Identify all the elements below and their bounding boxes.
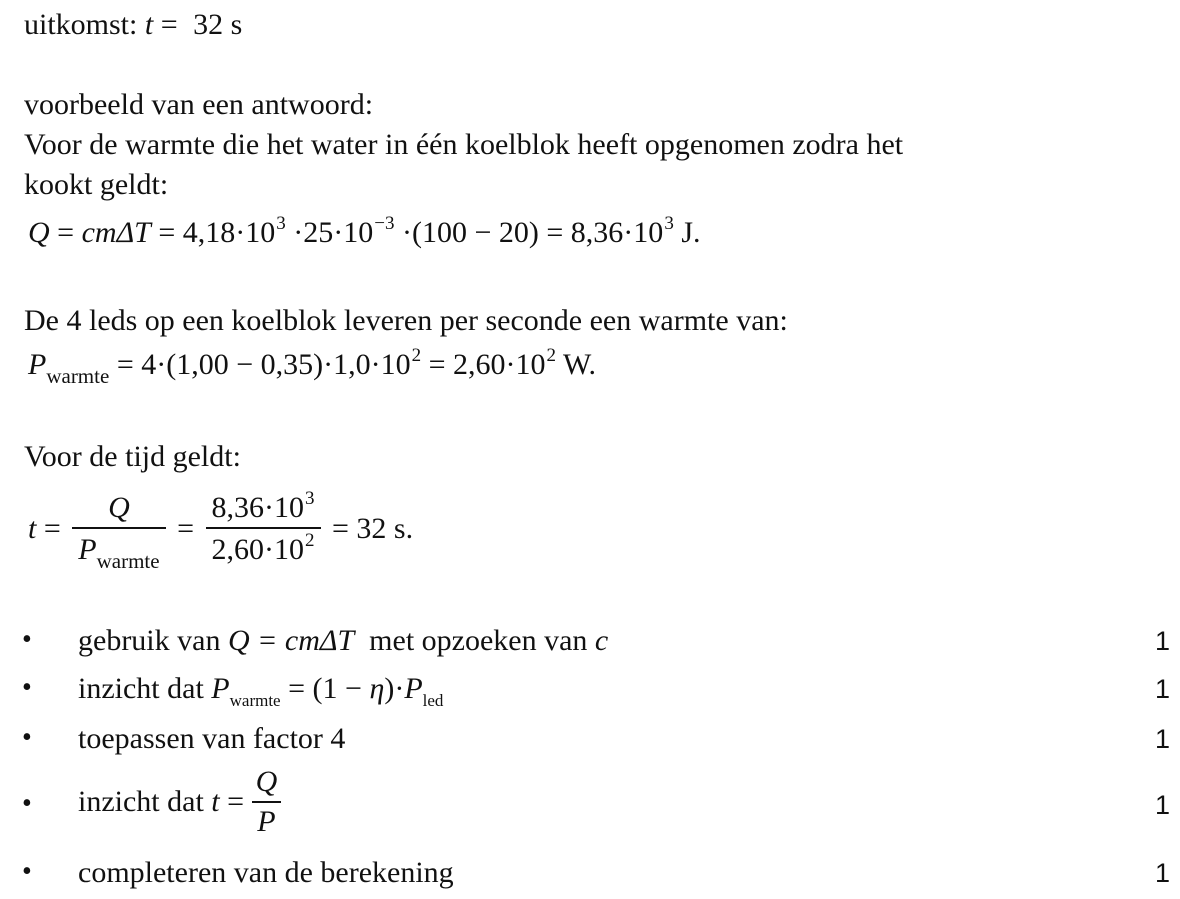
criterion-2-P: P [211, 672, 230, 705]
criterion-4-points: 1 [1154, 790, 1170, 820]
heat-formula: cmΔT [81, 216, 151, 249]
time-fraction-1 [72, 491, 165, 573]
answer-label: uitkomst: [24, 8, 138, 41]
heat-exp-1: 3 [276, 213, 286, 234]
time-frac1-numerator: Q [72, 493, 165, 529]
time-frac1-P: P [78, 533, 97, 566]
time-line: Voor de tijd geldt: [24, 440, 241, 473]
bullet-icon: • [22, 722, 32, 753]
heat-exp-3: 3 [664, 213, 674, 234]
answer-line [24, 10, 242, 40]
heat-eq1: = [49, 216, 82, 249]
criterion-5-points: 1 [1154, 858, 1170, 888]
power-equation [28, 345, 597, 388]
criterion-4-fraction [252, 765, 282, 839]
power-subscript: warmte [46, 364, 110, 388]
criterion-3 [0, 720, 1180, 760]
time-frac2-denominator [206, 529, 321, 565]
intro-line-2: kookt geldt: [24, 168, 169, 201]
heat-lhs: Q [28, 216, 50, 249]
criterion-2-mid: = (1 − [280, 672, 370, 705]
leds-line: De 4 leds op een koelblok leveren per seconde een warmte van: [24, 304, 788, 337]
intro-line-1: Voor de warmte die het water in één koelblok heeft opgenomen zodra het [24, 128, 904, 161]
power-value-2: = 2,60·10 [421, 348, 546, 381]
heat-equation [28, 213, 701, 249]
criterion-4-eq: = [219, 785, 252, 818]
answer-variable: t [144, 8, 154, 41]
power-symbol: P [28, 348, 47, 381]
power-exp-2: 2 [546, 345, 557, 366]
criterion-4-pre: inzicht dat [78, 785, 212, 818]
criterion-2-mid2: )· [384, 672, 405, 705]
criterion-1 [0, 622, 1180, 662]
criterion-2-sub: warmte [229, 691, 281, 710]
answer-equals: = [160, 8, 178, 41]
criterion-1-var: c [594, 624, 609, 657]
criterion-2-text [78, 672, 444, 710]
criterion-4-denominator: P [257, 805, 276, 838]
bullet-icon: • [22, 624, 32, 655]
criterion-4-text [78, 762, 281, 842]
time-equation [28, 484, 413, 574]
criterion-1-formula-rhs: = cmΔT [249, 624, 355, 657]
heat-unit: J. [673, 216, 701, 249]
bullet-icon: • [22, 856, 32, 887]
criterion-2-P2: P [404, 672, 423, 705]
criterion-5-text: completeren van de berekening [78, 856, 454, 889]
time-frac1-subscript: warmte [96, 549, 160, 573]
time-eq1: = [36, 512, 69, 545]
criterion-5 [0, 854, 1180, 894]
time-frac2-den-exp: 2 [305, 530, 315, 551]
time-frac1-denominator [72, 529, 165, 573]
time-result: = 32 s. [324, 512, 414, 545]
criterion-2 [0, 670, 1180, 710]
bullet-icon: • [22, 788, 32, 819]
criterion-2-points: 1 [1154, 674, 1170, 704]
time-eq2: = [169, 512, 202, 545]
heat-value-1: = 4,18·10 [150, 216, 276, 249]
bullet-icon: • [22, 672, 32, 703]
criterion-3-points: 1 [1154, 724, 1170, 754]
time-frac2-den-value: 2,60·10 [211, 533, 304, 566]
criterion-2-sub2: led [422, 691, 444, 710]
criterion-1-points: 1 [1154, 626, 1170, 656]
criterion-3-text: toepassen van factor 4 [78, 722, 346, 755]
criterion-4 [0, 762, 1180, 842]
time-var: t [28, 512, 37, 545]
power-exp-1: 2 [411, 345, 422, 366]
power-unit: W. [556, 348, 597, 381]
heat-value-3: ·(100 − 20) = 8,36·10 [394, 216, 664, 249]
heat-exp-2: −3 [374, 213, 395, 234]
criterion-4-numerator: Q [252, 765, 282, 803]
time-frac2-num-value: 8,36·10 [211, 491, 304, 524]
power-value-1: = 4·(1,00 − 0,35)·1,0·10 [109, 348, 411, 381]
criterion-1-text [78, 624, 608, 658]
criterion-1-pre: gebruik van [78, 624, 228, 657]
criterion-1-formula-lhs: Q [227, 624, 250, 657]
time-fraction-2 [206, 488, 321, 566]
criterion-2-eta: η [369, 672, 385, 705]
example-header: voorbeeld van een antwoord: [24, 88, 374, 121]
criterion-2-pre: inzicht dat [78, 672, 212, 705]
time-frac2-num-exp: 3 [305, 488, 315, 509]
answer-value: 32 s [193, 8, 243, 41]
heat-value-2: ·25·10 [285, 216, 374, 249]
time-frac2-numerator [206, 488, 321, 529]
criterion-4-t: t [211, 785, 220, 818]
criterion-1-post: met opzoeken van [354, 624, 595, 657]
